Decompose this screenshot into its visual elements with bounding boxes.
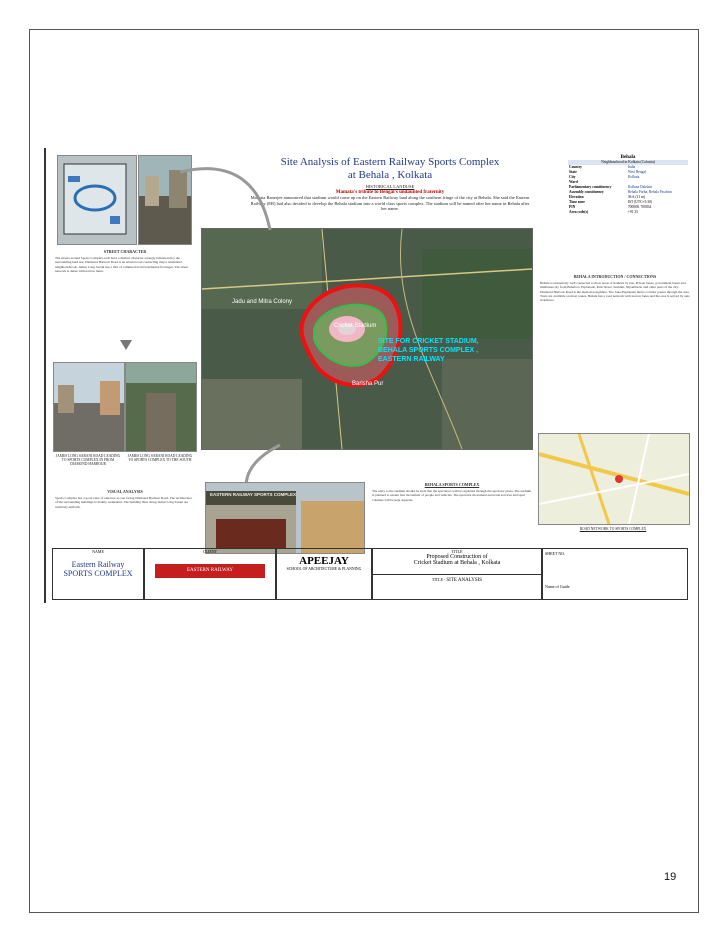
infobox-title: Behala (620, 155, 636, 160)
historical-text: Mamata Banerjee announced that stadium would come up on the Eastern Railway land along the southern fringe of the city at Behala. She said the Eastern Railway (ER) had also decided to develop the Behala stadium into a world class sports complex. The stadium will be named after her name in Behala after her name. (250, 195, 530, 211)
infobox-row: Elevation 36 ft (11 m) (569, 195, 645, 199)
street-character-heading: STREET CHARACTER (103, 249, 147, 254)
infobox-row: Ward (569, 180, 578, 184)
sports-complex-text: The entry to the stadium should be such that the spectators will be regulated through the spectator plaza. The stadium is planned to ensure free movement of people and vehicles. The spectator movement and trade services and sport volumes will be kept separate. (372, 489, 532, 502)
connections-text: Behala is extensively well connected to most areas of Kolkata by bus. Private buses, government buses and minibuses ply from Behala to Esplanade, Park Street, Sealdah, Shyambazar and other parts of the city. Diamond Harbour Road is the main thoroughfare. The Joka-Esplanade metro corridor passes through the area. Taxis are available on most routes. Behala has a road network with narrow lanes and the area is served by auto rickshaws. (540, 281, 690, 303)
title-line-2: at Behala , Kolkata (347, 169, 433, 181)
sports-complex-gate-photo (205, 482, 365, 554)
infobox-row: Area code(s) +91 33 (569, 210, 638, 214)
connections-heading: BEHALA INTRODUCTION / CONNECTIONS (573, 274, 657, 279)
infobox-row: Assembly constituency Behala Purba, Behala Paschim (569, 190, 672, 194)
visual-analysis-block (55, 490, 195, 509)
caption-photo-right: JAMES LONG SARANI ROAD LEADING TO SPORTS COMPLEX TO THE SOUTH (127, 454, 193, 463)
project-name-line-2: SPORTS COMPLEX (63, 569, 133, 578)
infobox-row: City Kolkata (569, 175, 640, 179)
site-label-line-1: SITE FOR CRICKET STADIUM, (378, 338, 479, 345)
connections-block (540, 275, 690, 302)
road-network-image (539, 434, 689, 524)
titleblock-title-label: TITLE (451, 549, 463, 554)
aerial-site-map (201, 228, 533, 450)
titleblock-client-label: CLIENT (202, 549, 218, 554)
infobox-subtitle: Neighbourhood in Kolkata (Calcutta) (568, 160, 688, 165)
title-line-1: Site Analysis of Eastern Railway Sports Complex (280, 156, 500, 168)
sheet-label: TITLE - (431, 577, 446, 582)
site-label-line-3: EASTERN RAILWAY (378, 356, 445, 363)
school-sub: SCHOOL OF ARCHITECTURE & PLANNING (286, 567, 362, 571)
project-name-line-1: Eastern Railway (71, 560, 125, 569)
titleblock-meta (542, 548, 688, 600)
page-number: 19 (664, 871, 677, 883)
titleblock-name-label: NAME (92, 549, 104, 554)
sports-complex-block (372, 483, 532, 502)
map-label-stadium: Cricket Stadium (334, 323, 377, 329)
sports-complex-heading: BEHALA SPORTS COMPLEX (424, 482, 480, 487)
client-logo (155, 564, 265, 578)
historical-subheading: Mamata's tribute to Bengal's undaunted fraternity (335, 189, 445, 195)
titleblock-client (144, 548, 276, 600)
infobox-row: Country India (569, 165, 636, 169)
guide-name: Name of Guide (545, 584, 570, 589)
infobox-row: PIN 700008, 700034 (569, 205, 652, 209)
project-title-line-1: Proposed Construction of (426, 554, 488, 560)
visual-analysis-text: Sports Complex has a good view of entrance as one facing Diamond Harbour Road. The architecture of the surrounding buildings is mainly residential. The building lines along James Long Sarani are relatively uniform. (55, 496, 192, 509)
titleblock-project (372, 548, 542, 600)
visual-analysis-heading: VISUAL ANALYSIS (107, 489, 143, 494)
titleblock-school (276, 548, 372, 600)
site-board-image (58, 156, 136, 244)
infobox-row: State West Bengal (569, 170, 647, 174)
street-character-text: The streets around Sports Complex each have a distinct character strongly influenced by the surrounding land use. Diamond Harbour Road is an arterial road connecting major residential neighbourhoods. James Long Sarani has a mix of commercial and residential frontages. The street network is dense with narrow lanes. (55, 256, 188, 273)
caption-photo-left: JAMES LONG SARANI ROAD LEADING TO SPORTS COMPLEX IN FROM DIAMOND HARBOUR (55, 454, 121, 467)
infobox-table (568, 165, 688, 215)
aerial-map-image (202, 229, 532, 449)
road-network-caption: ROAD NETWORK TO SPORTS COMPLEX (579, 527, 647, 531)
site-board-photo (57, 155, 137, 245)
street-photo-top (138, 155, 192, 245)
sheet-no-label: SHEET NO. (545, 551, 566, 556)
client-text: EASTERN RAILWAY (187, 568, 233, 573)
behala-infobox (568, 155, 688, 245)
historical-heading: HISTORICAL LANDUSE (365, 184, 415, 189)
project-title-line-2: Cricket Stadium at Behala , Kolkata (413, 560, 501, 566)
map-site-label (378, 337, 479, 364)
street-photo-right (125, 362, 197, 452)
historical-landuse (250, 184, 530, 212)
infobox-row: Time zone IST (UTC+5:30) (569, 200, 653, 204)
gate-sign: EASTERN RAILWAY SPORTS COMPLEX (210, 492, 297, 497)
site-label-line-2: BEHALA SPORTS COMPLEX , (378, 347, 479, 354)
map-label-bottom: Barisha Pur (352, 381, 384, 387)
school-name: APEEJAY (299, 555, 349, 567)
titleblock-name (52, 548, 144, 600)
down-arrow-icon (120, 340, 132, 350)
sheet-title (255, 156, 525, 182)
sheet-title: SITE ANALYSIS (446, 578, 483, 583)
street-character-block (55, 250, 195, 273)
infobox-row: Parliamentary constituency Kolkata Dakshin (569, 185, 653, 189)
sheet-title-row (373, 574, 541, 583)
road-network-map (538, 433, 690, 525)
street-photo-left (53, 362, 125, 452)
map-label-jadu: Jadu and Mitra Colony (232, 299, 293, 305)
